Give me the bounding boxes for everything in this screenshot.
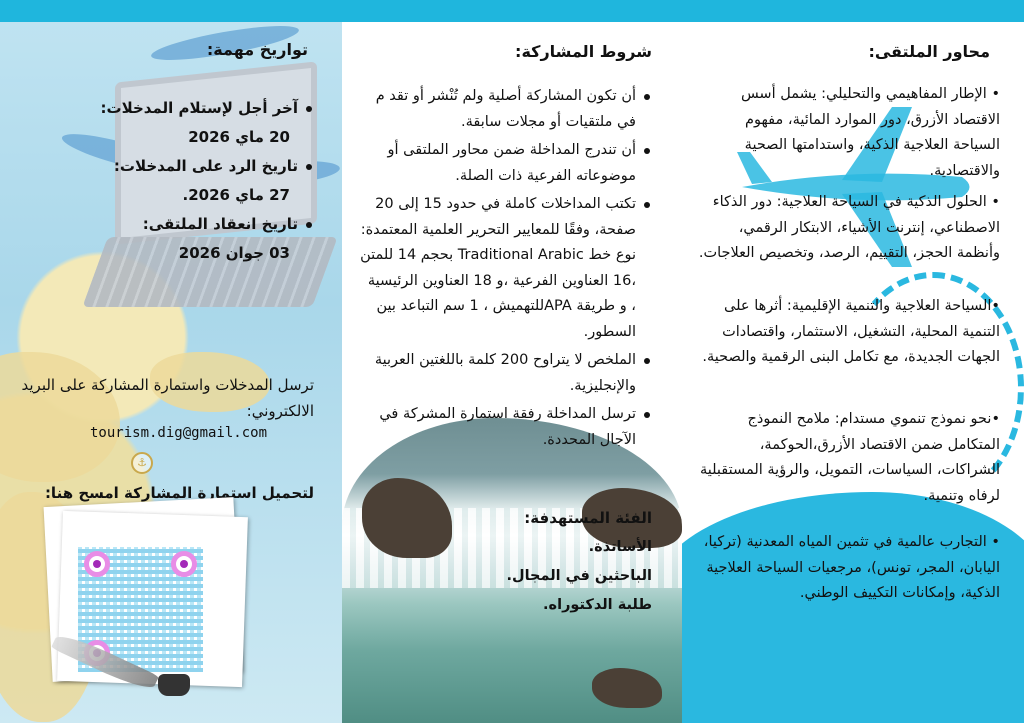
condition-item: تكتب المداخلات كاملة في حدود 15 إلى 20 صفحة، وفقًا للمعايير التحرير العلمية المعتمدة: نوع خط Traditional Arabic بحجم 14 للمتن ،16 العناوين الفرعية ،و 18 العناوين الرئيسية ، و طريقة APAللتهميش ، 1 سم التباعد بين السطور.	[360, 192, 652, 345]
date-value: 20 ماي 2026	[188, 128, 290, 146]
top-accent-bar	[0, 0, 1024, 22]
target-audience-title: الفئة المستهدفة:	[524, 509, 652, 527]
axis-item: •نحو نموذج تنموي مستدام: ملامح النموذج المتكامل ضمن الاقتصاد الأزرق،الحوكمة، الشراكات، السياسات، التمويل، والرؤية المستقبلية لرفاه وتنمية.	[699, 411, 1000, 504]
target-audience	[452, 504, 652, 620]
conference-axes-title: محاور الملتقى:	[868, 42, 990, 61]
axis-item: • التجارب عالمية في تثمين المياه المعدنية (تركيا، اليابان، المجر، تونس)، مرجعيات السياحة العلاجية الذكية، وإمكانات التكييف الوطني.	[703, 534, 1000, 601]
anchor-icon: ⚓	[131, 452, 153, 474]
axis-item: • الإطار المفاهيمي والتحليلي: يشمل أسس الاقتصاد الأزرق، دور الموارد المائية، مفهوم السياحة العلاجية الذكية، واستدامتها الصحية والاقتصادية.	[740, 86, 1000, 179]
target-item: الباحثين في المجال.	[506, 568, 652, 584]
condition-item: أن تندرج المداخلة ضمن محاور الملتقى أو موضوعاته الفرعية ذات الصلة.	[360, 138, 652, 189]
qr-finder-icon	[171, 551, 197, 577]
qr-finder-icon	[84, 551, 110, 577]
date-value: 27 ماي 2026.	[182, 186, 290, 204]
bullet-icon	[306, 164, 312, 170]
target-item: الأساتذة.	[588, 539, 652, 555]
condition-item: الملخص لا يتراوح 200 كلمة باللغتين العربية والإنجليزية.	[360, 348, 652, 399]
axis-item: •السياحة العلاجية والتنمية الإقليمية: أثرها على التنمية المحلية، التشغيل، الاستثمار، واقتصادات الجهات الجديدة، مع تكامل البنى الرقمية والصحية.	[702, 298, 1000, 365]
date-value: 03 جوان 2026	[178, 244, 290, 262]
conditions-list	[360, 84, 652, 456]
download-form-text: لتحميل استمارة المشاركة امسح هنا:	[44, 484, 314, 502]
axis-item: • الحلول الذكية في السياحة العلاجية: دور الذكاء الاصطناعي، إنترنت الأشياء، الابتكار الرقمي، وأنظمة الحجز، التقييم، الرصد، وتخصيص العلاجات.	[698, 194, 1000, 261]
bullet-icon	[306, 222, 312, 228]
date-item	[22, 152, 312, 210]
decorative-wave	[682, 492, 1024, 723]
participation-conditions-title: شروط المشاركة:	[515, 42, 652, 61]
date-label: تاريخ انعقاد الملتقى:	[142, 215, 298, 233]
inkwell-icon	[158, 674, 190, 696]
condition-item: أن تكون المشاركة أصلية ولم تُنْشر أو تقد م في ملتقيات أو مجلات سابقة.	[360, 84, 652, 135]
right-panel	[682, 22, 1024, 723]
target-item: طلبة الدكتوراه.	[543, 597, 652, 613]
condition-item: ترسل المداخلة رفقة استمارة المشركة في الآجال المحددة.	[360, 402, 652, 453]
contact-email[interactable]: tourism.dig@gmail.com	[90, 425, 268, 441]
submission-instructions: ترسل المدخلات واستمارة المشاركة على البريد الالكتروني:	[21, 376, 314, 420]
rock	[362, 478, 452, 558]
date-item	[22, 94, 312, 152]
rock	[592, 668, 662, 708]
left-panel	[0, 22, 342, 723]
date-item	[22, 210, 312, 268]
date-label: آخر أجل لإستلام المدخلات:	[100, 99, 298, 117]
dates-list	[22, 94, 312, 268]
date-label: تاريخ الرد على المدخلات:	[113, 157, 298, 175]
important-dates-title: تواريخ مهمة:	[206, 40, 308, 59]
middle-panel	[342, 22, 682, 723]
bullet-icon	[306, 106, 312, 112]
